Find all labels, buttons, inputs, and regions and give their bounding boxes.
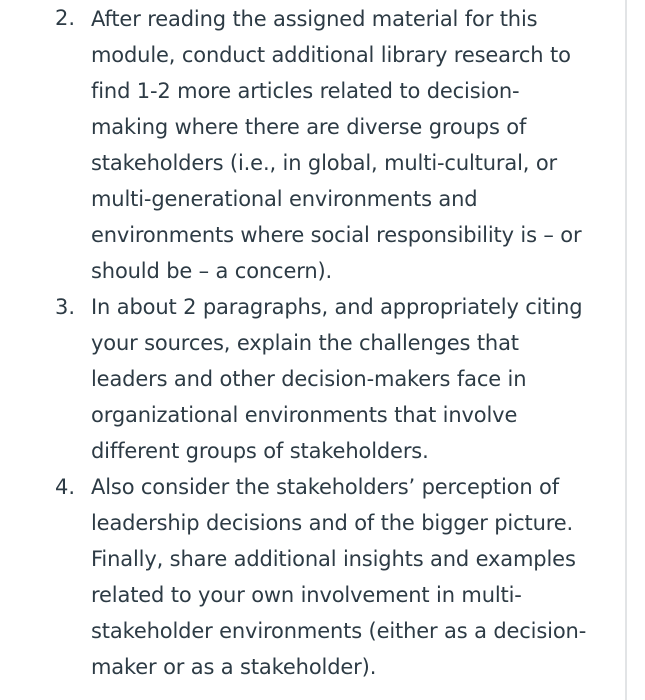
- list-item-text: [91, 289, 631, 469]
- text-line: Also consider the stakeholders’ perception of: [91, 475, 559, 499]
- list-item-number: 3.: [55, 295, 76, 319]
- text-line: different groups of stakeholders.: [91, 439, 429, 463]
- list-item-number: 4.: [55, 475, 76, 499]
- text-line: Finally, share additional insights and examples: [91, 547, 576, 571]
- text-line: maker or as a stakeholder).: [91, 655, 377, 679]
- list-item-number: 2.: [55, 6, 76, 30]
- text-line: stakeholder environments (either as a decision-: [91, 619, 587, 643]
- text-line: multi-generational environments and: [91, 187, 478, 211]
- text-line: related to your own involvement in multi-: [91, 583, 522, 607]
- text-line: making where there are diverse groups of: [91, 115, 527, 139]
- list-item-4: [55, 469, 631, 685]
- text-line: find 1-2 more articles related to decision-: [91, 79, 520, 103]
- text-line: leadership decisions and of the bigger picture.: [91, 511, 574, 535]
- text-line: environments where social responsibility is – or: [91, 223, 582, 247]
- list-item-2: [55, 0, 631, 289]
- text-line: stakeholders (i.e., in global, multi-cultural, or: [91, 151, 558, 175]
- text-line: After reading the assigned material for this: [91, 7, 538, 31]
- list-item-3: [55, 289, 631, 469]
- text-line: organizational environments that involve: [91, 403, 518, 427]
- list-item-text: [91, 1, 631, 289]
- text-line: should be – a concern).: [91, 259, 333, 283]
- text-line: module, conduct additional library research to: [91, 43, 571, 67]
- content-divider: [625, 0, 627, 700]
- list-item-text: [91, 469, 631, 685]
- text-line: your sources, explain the challenges that: [91, 331, 519, 355]
- text-line: In about 2 paragraphs, and appropriately citing: [91, 295, 583, 319]
- text-line: leaders and other decision-makers face in: [91, 367, 527, 391]
